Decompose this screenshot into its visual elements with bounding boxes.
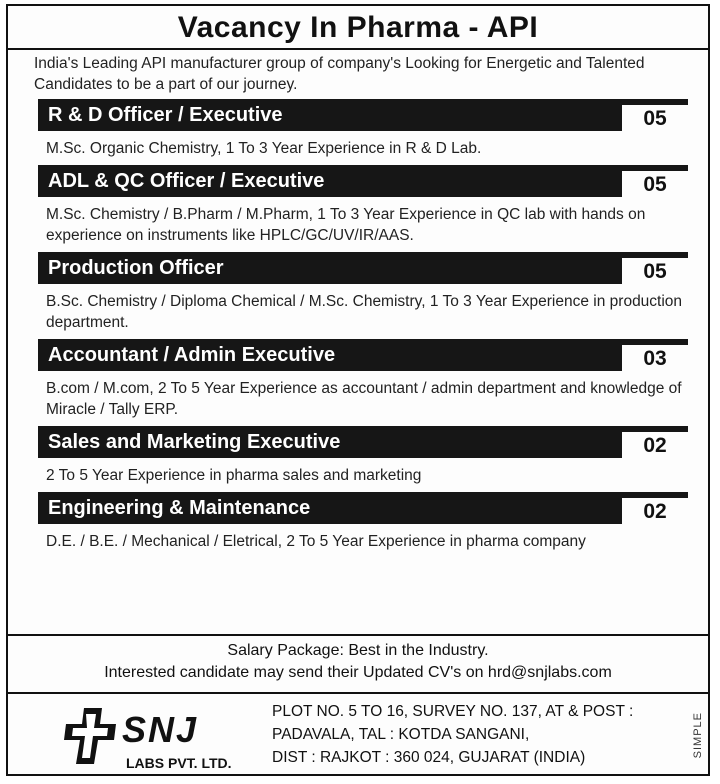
- job-item: [38, 492, 708, 558]
- job-title: Accountant / Admin Executive: [48, 344, 336, 366]
- company-footer: [8, 692, 708, 778]
- job-count: 03: [622, 345, 688, 373]
- address-line: DIST : RAJKOT : 360 024, GUJARAT (INDIA): [272, 749, 586, 766]
- job-description: M.Sc. Chemistry / B.Pharm / M.Pharm, 1 To 3 Year Experience in QC lab with hands on experience on instruments like HPLC/GC/UV/IR/AAS.: [46, 206, 646, 244]
- job-title: Production Officer: [48, 257, 224, 279]
- job-title: Engineering & Maintenance: [48, 497, 311, 519]
- salary-text: Salary Package: Best in the Industry.: [227, 642, 489, 659]
- apply-section: [8, 634, 708, 684]
- intro-text: India's Leading API manufacturer group of company's Looking for Energetic and Talented Candidates to be a part of our journey.: [34, 55, 645, 93]
- job-count: 05: [622, 105, 688, 133]
- medical-cross-icon: [56, 702, 266, 772]
- job-title-bar: [38, 99, 688, 131]
- job-title-bar: [38, 339, 688, 371]
- job-count: 02: [622, 498, 688, 526]
- logo-subtitle: LABS PVT. LTD.: [126, 755, 232, 771]
- company-address: [272, 700, 633, 769]
- job-list: [8, 99, 708, 558]
- job-description: B.com / M.com, 2 To 5 Year Experience as accountant / admin department and knowledge of Miracle / Tally ERP.: [46, 380, 682, 418]
- job-title: R & D Officer / Executive: [48, 104, 283, 126]
- job-item: [38, 252, 708, 339]
- job-count: 05: [622, 258, 688, 286]
- job-item: [38, 339, 708, 426]
- job-description: M.Sc. Organic Chemistry, 1 To 3 Year Experience in R & D Lab.: [46, 140, 482, 157]
- job-count: 05: [622, 171, 688, 199]
- job-count: 02: [622, 432, 688, 460]
- agency-credit: SIMPLE: [692, 712, 704, 759]
- job-advertisement: [6, 4, 710, 776]
- page-title: Vacancy In Pharma - API: [177, 11, 539, 44]
- job-title: ADL & QC Officer / Executive: [48, 170, 325, 192]
- job-title: Sales and Marketing Executive: [48, 431, 341, 453]
- company-logo: [56, 702, 266, 772]
- contact-text: Interested candidate may send their Updated CV's on hrd@snjlabs.com: [104, 664, 612, 681]
- address-line: PLOT NO. 5 TO 16, SURVEY NO. 137, AT & POST :: [272, 703, 634, 720]
- job-item: [38, 99, 708, 165]
- job-description: D.E. / B.E. / Mechanical / Eletrical, 2 To 5 Year Experience in pharma company: [46, 533, 586, 550]
- job-item: [38, 426, 708, 492]
- job-title-bar: [38, 165, 688, 197]
- job-title-bar: [38, 492, 688, 524]
- logo-wordmark: SNJ: [122, 709, 199, 750]
- job-title-bar: [38, 252, 688, 284]
- job-item: [38, 165, 708, 252]
- address-line: PADAVALA, TAL : KOTDA SANGANI,: [272, 726, 530, 743]
- job-title-bar: [38, 426, 688, 458]
- job-description: B.Sc. Chemistry / Diploma Chemical / M.Sc. Chemistry, 1 To 3 Year Experience in production department.: [46, 293, 683, 331]
- job-description: 2 To 5 Year Experience in pharma sales and marketing: [46, 467, 422, 484]
